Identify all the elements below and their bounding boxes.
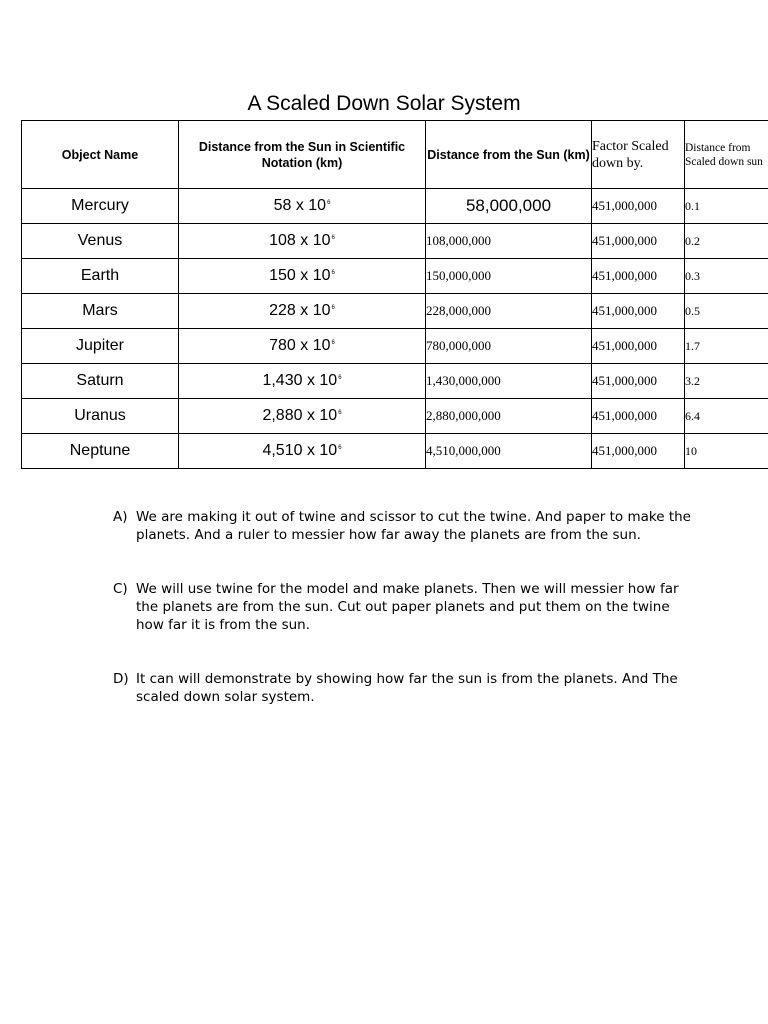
cell-scientific: 58 x $10^6$ <box>179 189 426 224</box>
table-header-row <box>22 121 768 189</box>
cell-name: Jupiter <box>22 329 179 364</box>
cell-factor: 451,000,000 <box>592 329 685 364</box>
answers-list <box>113 508 693 742</box>
answer-item-c <box>113 580 693 634</box>
table-row <box>22 329 768 364</box>
answer-letter: D) <box>113 671 129 687</box>
cell-name: Venus <box>22 224 179 259</box>
cell-scientific: 2,880 x $10^6$ <box>179 399 426 434</box>
cell-scaled: 3.2 <box>685 364 768 399</box>
answer-item-a <box>113 508 693 544</box>
cell-distance-km: 228,000,000 <box>426 294 592 329</box>
cell-scientific: 108 x $10^6$ <box>179 224 426 259</box>
cell-name: Mercury <box>22 189 179 224</box>
cell-scaled: 0.5 <box>685 294 768 329</box>
header-scientific-notation: Distance from the Sun in Scientific Notation (km) <box>179 121 426 189</box>
cell-distance-km: 1,430,000,000 <box>426 364 592 399</box>
cell-distance-km: 150,000,000 <box>426 259 592 294</box>
answer-text: We are making it out of twine and scissor to cut the twine. And paper to make the planets. And a ruler to messier how far away the planets are from the sun. <box>136 509 691 543</box>
cell-name: Mars <box>22 294 179 329</box>
cell-scientific: 150 x $10^6$ <box>179 259 426 294</box>
cell-scientific: 4,510 x $10^6$ <box>179 434 426 469</box>
cell-distance-km: 108,000,000 <box>426 224 592 259</box>
answer-text: It can will demonstrate by showing how far the sun is from the planets. And The scaled down solar system. <box>136 671 678 705</box>
cell-scaled: 10 <box>685 434 768 469</box>
cell-factor: 451,000,000 <box>592 294 685 329</box>
cell-name: Uranus <box>22 399 179 434</box>
table-row <box>22 189 768 224</box>
cell-name: Earth <box>22 259 179 294</box>
answer-item-d <box>113 670 693 706</box>
answer-letter: A) <box>113 509 128 525</box>
cell-factor: 451,000,000 <box>592 259 685 294</box>
cell-factor: 451,000,000 <box>592 434 685 469</box>
table-row <box>22 399 768 434</box>
table-row <box>22 434 768 469</box>
header-scaled-distance: Distance from Scaled down sun <box>685 121 768 189</box>
table-row <box>22 224 768 259</box>
table-row <box>22 364 768 399</box>
cell-scientific: 780 x $10^6$ <box>179 329 426 364</box>
cell-factor: 451,000,000 <box>592 364 685 399</box>
header-distance-km: Distance from the Sun (km) <box>426 121 592 189</box>
cell-factor: 451,000,000 <box>592 189 685 224</box>
cell-distance-km: 780,000,000 <box>426 329 592 364</box>
cell-scaled: 6.4 <box>685 399 768 434</box>
solar-system-table <box>21 120 768 469</box>
page-title: A Scaled Down Solar System <box>247 92 521 115</box>
table-row <box>22 294 768 329</box>
cell-scaled: 0.2 <box>685 224 768 259</box>
header-object-name: Object Name <box>22 121 179 189</box>
cell-name: Neptune <box>22 434 179 469</box>
header-factor: Factor Scaled down by. <box>592 121 685 189</box>
cell-distance-km: 2,880,000,000 <box>426 399 592 434</box>
table-row <box>22 259 768 294</box>
cell-name: Saturn <box>22 364 179 399</box>
answer-letter: C) <box>113 581 128 597</box>
cell-scaled: 0.1 <box>685 189 768 224</box>
cell-scaled: 1.7 <box>685 329 768 364</box>
cell-factor: 451,000,000 <box>592 224 685 259</box>
cell-scaled: 0.3 <box>685 259 768 294</box>
cell-distance-km: 4,510,000,000 <box>426 434 592 469</box>
cell-scientific: 228 x $10^6$ <box>179 294 426 329</box>
cell-scientific: 1,430 x $10^6$ <box>179 364 426 399</box>
answer-text: We will use twine for the model and make planets. Then we will messier how far the planets are from the sun. Cut out paper planets and put them on the twine how far it is from the sun. <box>136 581 679 633</box>
cell-distance-km: 58,000,000 <box>426 189 592 224</box>
cell-factor: 451,000,000 <box>592 399 685 434</box>
